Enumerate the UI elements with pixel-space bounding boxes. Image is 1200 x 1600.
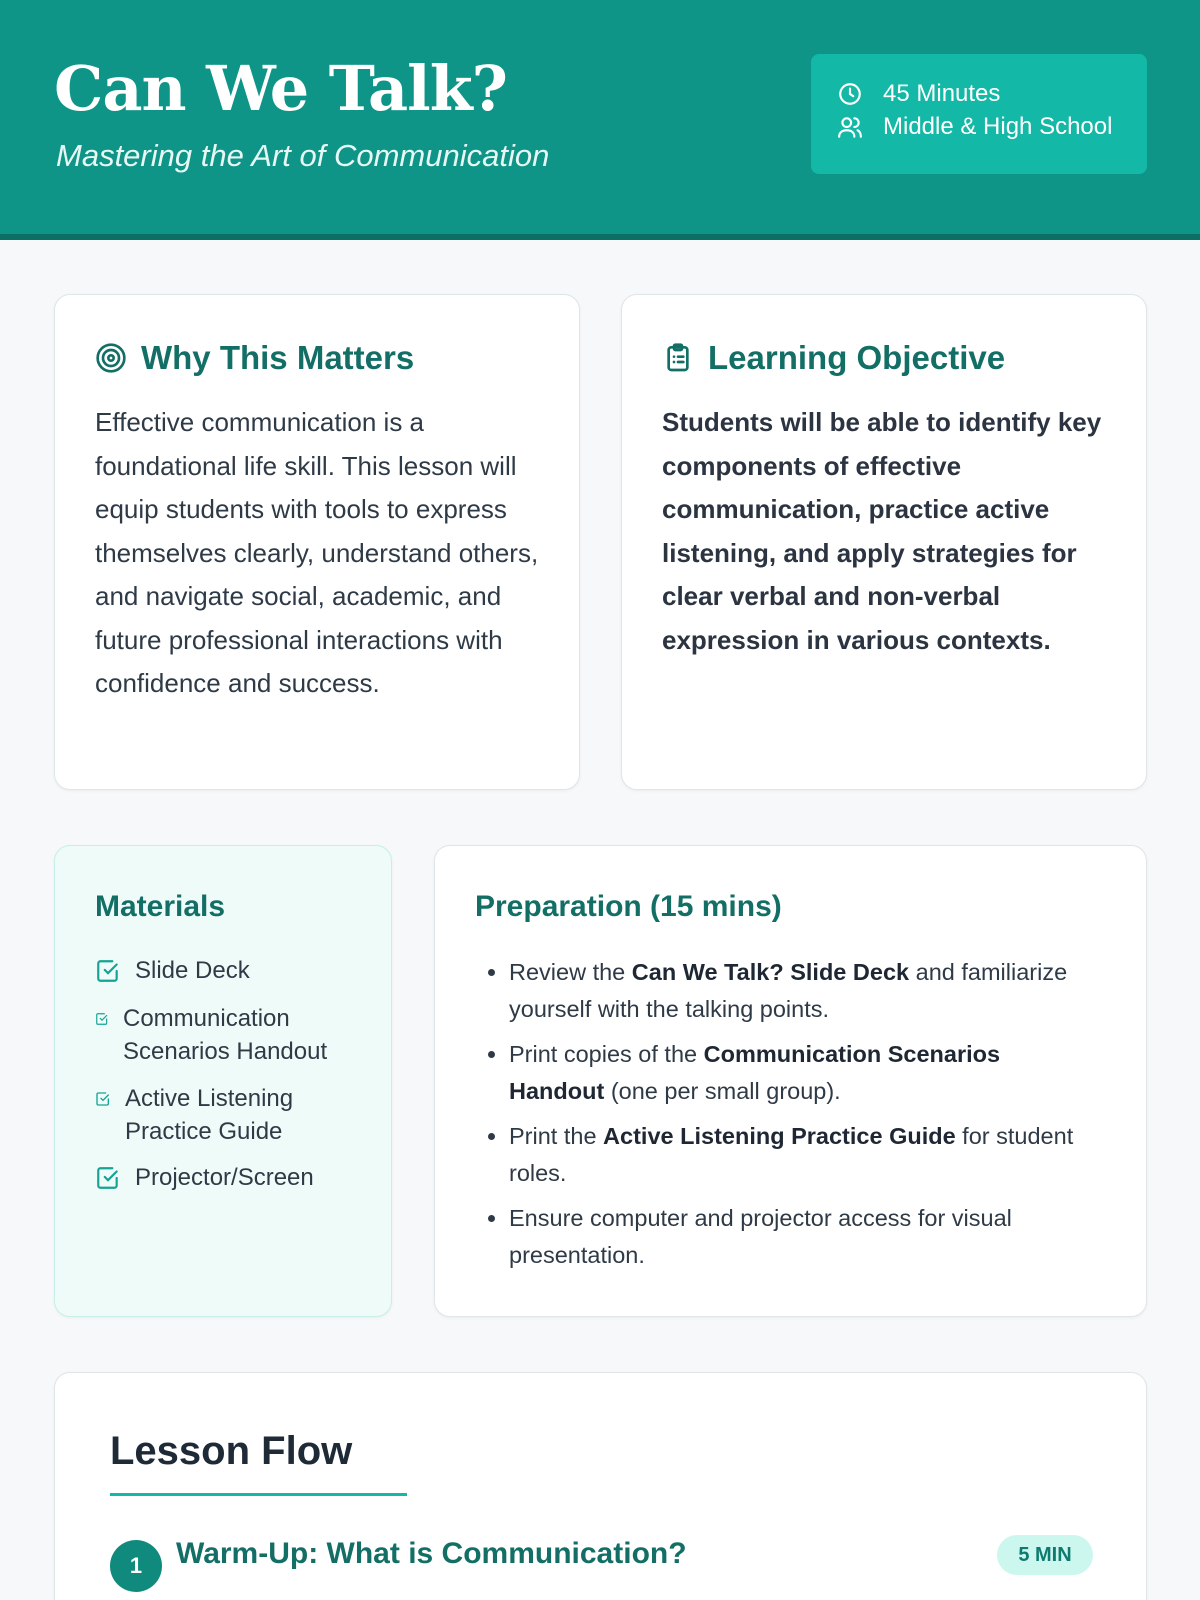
why-this-matters-heading: [95, 339, 414, 377]
users-icon: [837, 114, 863, 140]
clipboard-list-icon: [662, 342, 694, 374]
preparation-card: [434, 845, 1147, 1317]
target-icon: [95, 342, 127, 374]
prep-text: Ensure computer and projector access for visual presentation.: [509, 1205, 1012, 1268]
prep-text: Print copies of the: [509, 1041, 704, 1067]
why-this-matters-title: Why This Matters: [141, 339, 415, 376]
materials-item: [95, 1002, 355, 1068]
duration-text: 45 Minutes: [883, 80, 1001, 107]
materials-item-label: Active Listening Practice Guide: [125, 1085, 294, 1145]
materials-item-label: Communication Scenarios Handout: [123, 1005, 328, 1065]
prep-text: (one per small group).: [604, 1078, 841, 1104]
step-title: Warm-Up: What is Communication?: [176, 1537, 687, 1570]
why-this-matters-text: Effective communication is a foundational life skill. This lesson will equip students with tools to express themselves clearly, understand others, and navigate social, academic, and future professional interactions with confidence and success.: [95, 407, 539, 698]
learning-objective-heading: [662, 339, 1005, 377]
prep-bold-text: Can We Talk? Slide Deck: [631, 959, 910, 985]
why-this-matters-card: [54, 294, 580, 790]
preparation-item: [509, 954, 1099, 1028]
prep-bold-text: Communication Scenarios Handout: [509, 1041, 1001, 1104]
materials-card: [54, 845, 392, 1317]
prep-text: Review the: [509, 959, 632, 985]
learning-objective-text: Students will be able to identify key components of effective communication, practice active listening, and apply strategies for clear verbal and non-verbal expression in various contexts.: [662, 407, 1102, 655]
materials-item-label: Projector/Screen: [135, 1164, 314, 1191]
clock-icon: [837, 81, 863, 107]
audience-text: Middle & High School: [883, 113, 1113, 140]
page-title: Can We Talk?: [54, 52, 507, 125]
lesson-flow-underline: [110, 1493, 407, 1496]
page-header: [0, 0, 1200, 240]
preparation-item: [509, 1036, 1099, 1110]
lesson-flow-card: [54, 1372, 1147, 1600]
step-duration-badge: 5 MIN: [997, 1535, 1093, 1575]
materials-item: [95, 1161, 314, 1194]
materials-item-label: Slide Deck: [135, 957, 250, 984]
page-subtitle: Mastering the Art of Communication: [56, 138, 550, 173]
check-square-icon: [95, 1091, 111, 1107]
step-number-badge: 1: [110, 1540, 162, 1592]
preparation-title: Preparation (15 mins): [475, 890, 782, 923]
materials-item: [95, 954, 250, 987]
learning-objective-title: Learning Objective: [708, 339, 1006, 376]
prep-text: and familiarize yourself with the talking points.: [509, 959, 1068, 1022]
audience-row: [837, 113, 1112, 141]
lesson-meta-box: [811, 54, 1147, 174]
prep-text: for student roles.: [509, 1123, 1074, 1186]
materials-item: [95, 1082, 355, 1148]
preparation-list: [509, 954, 1099, 1282]
duration-row: [837, 80, 1000, 108]
preparation-item: [509, 1118, 1099, 1192]
prep-text: Print the: [509, 1123, 604, 1149]
learning-objective-card: [621, 294, 1147, 790]
check-square-icon: [95, 1012, 109, 1026]
check-square-icon: [95, 1165, 121, 1191]
preparation-item: [509, 1200, 1099, 1274]
materials-title: Materials: [95, 890, 226, 923]
prep-bold-text: Active Listening Practice Guide: [603, 1123, 956, 1149]
check-square-icon: [95, 958, 121, 984]
lesson-flow-title: Lesson Flow: [110, 1429, 353, 1473]
